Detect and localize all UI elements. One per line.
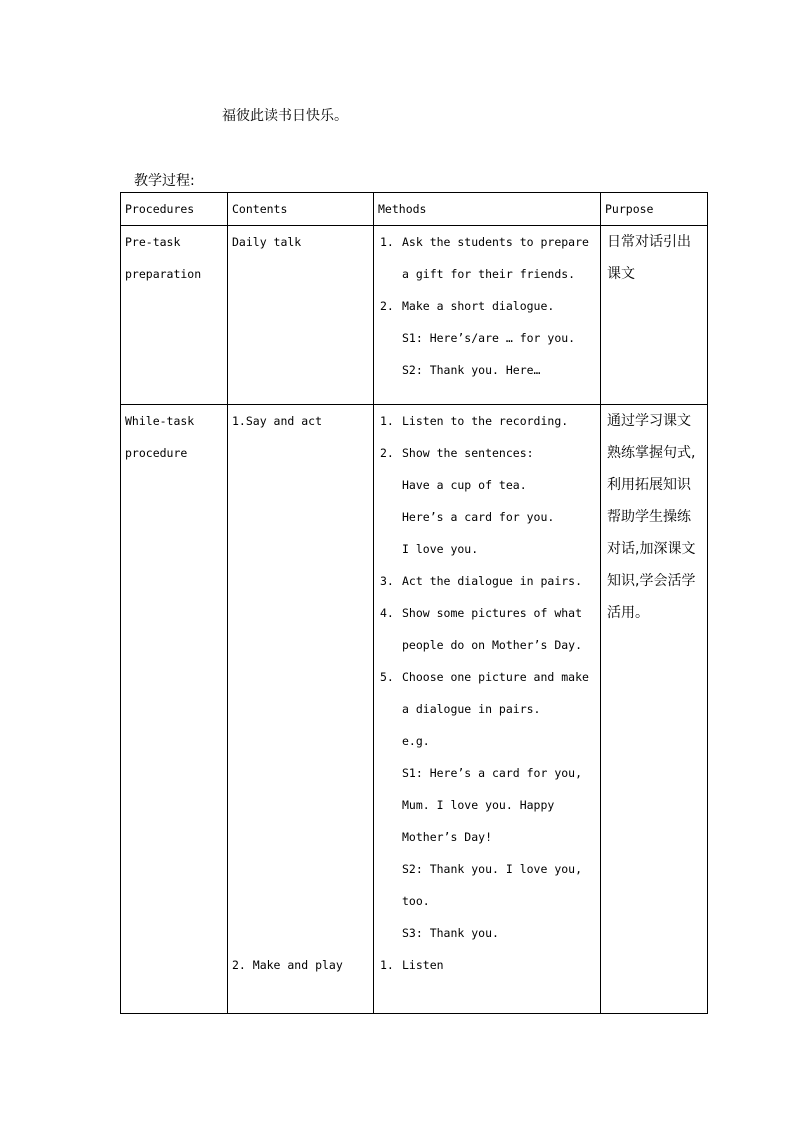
- method-line: S2: Thank you. Here…: [402, 363, 541, 377]
- header-procedures: Procedures: [121, 193, 228, 226]
- method-line: 2. Make a short dialogue.: [380, 299, 555, 313]
- intro-text: 福彼此读书日快乐。: [222, 108, 348, 124]
- contents-line: 2. Make and play: [232, 958, 343, 972]
- method-line: S3: Thank you.: [402, 926, 499, 940]
- method-line: Mother’s Day!: [402, 830, 493, 844]
- method-line: I love you.: [402, 542, 479, 556]
- contents-line: Daily talk: [232, 235, 302, 249]
- procedure-line: procedure: [125, 446, 188, 460]
- procedure-cell: [121, 226, 228, 405]
- table-header-row: [121, 193, 708, 226]
- table-row: [121, 405, 708, 1014]
- method-line: 1. Listen to the recording.: [380, 414, 569, 428]
- header-purpose: Purpose: [601, 193, 708, 226]
- header-methods: Methods: [374, 193, 601, 226]
- contents-cell: [228, 405, 374, 1014]
- method-line: 1. Listen: [380, 958, 444, 972]
- method-line: people do on Mother’s Day.: [402, 638, 583, 652]
- method-line: S2: Thank you. I love you,: [402, 862, 583, 876]
- method-line: S1: Here’s/are … for you.: [402, 331, 576, 345]
- purpose-cell: [601, 226, 708, 405]
- method-line: S1: Here’s a card for you,: [402, 766, 583, 780]
- purpose-text: 通过学习课文熟练掌握句式,利用拓展知识帮助学生操练对话,加深课文知识,学会活学活用。: [607, 413, 696, 621]
- contents-cell: [228, 226, 374, 405]
- method-line: a dialogue in pairs.: [402, 702, 541, 716]
- method-line: 2. Show the sentences:: [380, 446, 534, 460]
- method-line: a gift for their friends.: [402, 267, 576, 281]
- method-line: Here’s a card for you.: [402, 510, 555, 524]
- method-line: 1. Ask the students to prepare: [380, 235, 589, 249]
- table-row: [121, 226, 708, 405]
- method-line: 5. Choose one picture and make: [380, 670, 589, 684]
- method-line: too.: [402, 894, 430, 908]
- teaching-process-table: [120, 192, 708, 1014]
- method-line: Mum. I love you. Happy: [402, 798, 555, 812]
- methods-cell: [374, 405, 601, 1014]
- procedure-line: preparation: [125, 267, 202, 281]
- method-line: e.g.: [402, 734, 430, 748]
- procedure-cell: [121, 405, 228, 1014]
- purpose-text: 日常对话引出课文: [607, 234, 691, 282]
- contents-line: 1.Say and act: [232, 414, 323, 428]
- method-line: Have a cup of tea.: [402, 478, 527, 492]
- section-title: 教学过程:: [134, 173, 195, 189]
- methods-cell: [374, 226, 601, 405]
- method-line: 4. Show some pictures of what: [380, 606, 583, 620]
- procedure-line: While-task: [125, 414, 195, 428]
- purpose-cell: [601, 405, 708, 1014]
- method-line: 3. Act the dialogue in pairs.: [380, 574, 583, 588]
- header-contents: Contents: [228, 193, 374, 226]
- procedure-line: Pre-task: [125, 235, 181, 249]
